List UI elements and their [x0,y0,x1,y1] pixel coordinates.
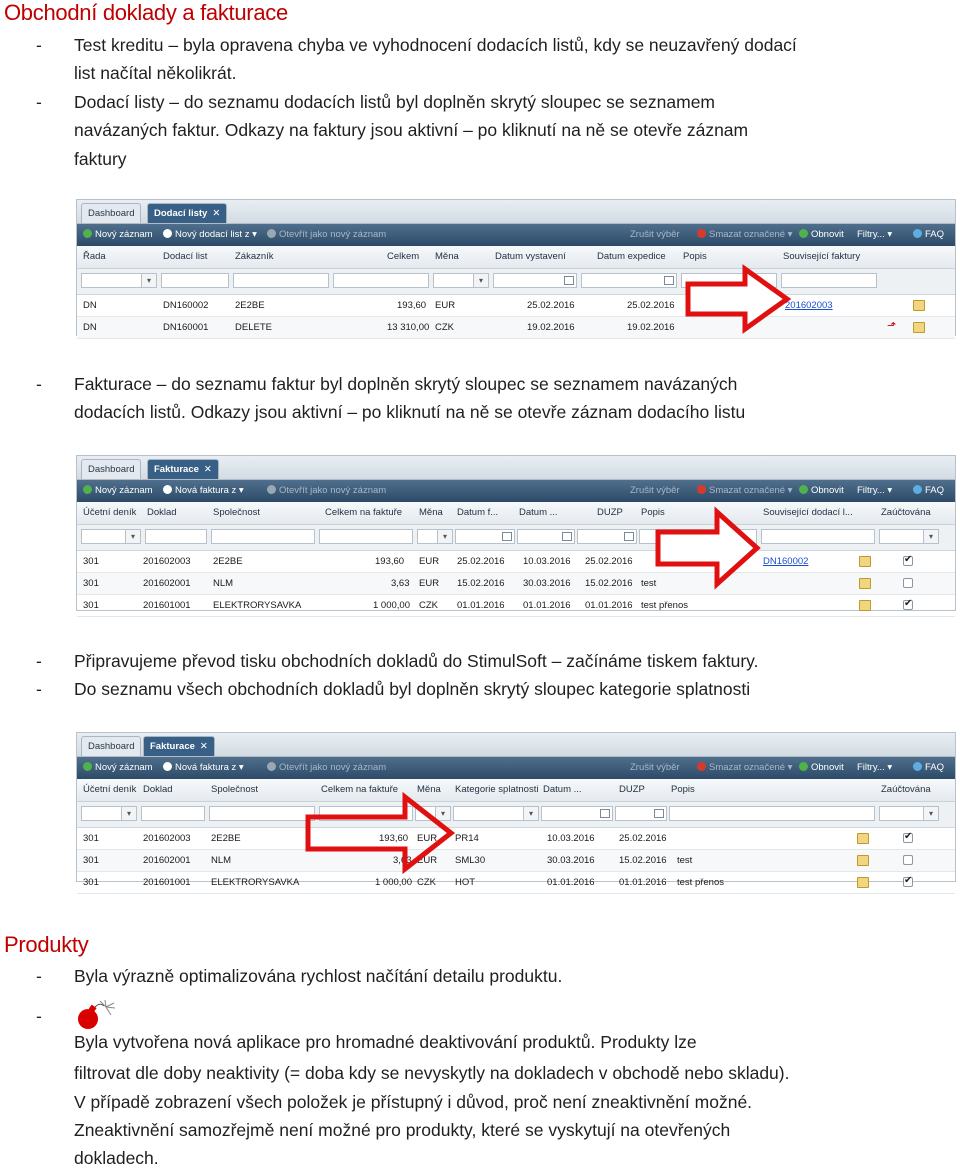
filter-spolecnost[interactable] [211,529,315,544]
filter-souvisejici[interactable] [781,273,877,288]
column-header[interactable]: Celkem na faktuře [325,507,403,518]
tab-dashboard[interactable]: Dashboard [81,203,141,223]
new-item-button[interactable]: Nová faktura z ▾ [163,485,244,496]
filter-datum-vystaveni[interactable] [493,273,577,288]
filter-duzp[interactable] [615,806,667,821]
posted-checkbox[interactable] [903,855,913,865]
delete-icon [697,485,706,494]
tab-label: Dodací listy [154,208,208,219]
bullet-dash: - [36,966,42,986]
filter-ucetni-denik[interactable]: ▾ [81,806,137,821]
screenshot-dodaci-listy [76,199,956,336]
plus-icon [83,229,92,238]
open-as-new-button[interactable]: Otevřít jako nový záznam [267,485,386,496]
bullet-line: Připravujeme převod tisku obchodních dokladů do StimulSoft – začínáme tiskem faktury. [74,651,759,671]
filter-datum[interactable] [517,529,575,544]
document-icon[interactable] [857,833,869,844]
filter-ucetni-denik[interactable]: ▾ [81,529,141,544]
section-title-obchodni-doklady: Obchodní doklady a fakturace [4,0,288,25]
open-as-new-button[interactable]: Otevřít jako nový záznam [267,229,386,240]
filter-zakaznik[interactable] [233,273,329,288]
filter-souvisejici[interactable] [761,529,875,544]
delete-icon [697,762,706,771]
table-row[interactable]: 301 201602001 NLM 3,63 EUR 15.02.2016 30.03.2016 15.02.2016 test [77,573,955,595]
posted-checkbox[interactable] [903,556,913,566]
plus-icon [163,229,172,238]
faq-button[interactable]: FAQ [913,229,944,240]
filter-datum-f[interactable] [455,529,515,544]
refresh-icon [799,762,808,771]
column-header[interactable]: Kategorie splatnosti [455,784,539,795]
tab-fakturace[interactable] [147,459,219,479]
delete-icon [697,229,706,238]
filter-popis[interactable] [669,806,875,821]
document-icon[interactable] [913,322,925,333]
posted-checkbox[interactable] [903,578,913,588]
filters-button[interactable]: Filtry... ▾ [857,762,893,773]
filter-duzp[interactable] [577,529,637,544]
column-header[interactable]: Měna [435,251,459,262]
column-header[interactable]: Popis [671,784,695,795]
bullet-line: Do seznamu všech obchodních dokladů byl doplněn skrytý sloupec kategorie splatnosti [74,679,751,699]
bullet-line: Test kreditu – byla opravena chyba ve vyhodnocení dodacích listů, kdy se neuzavřený dodací [74,35,797,55]
new-item-button[interactable]: Nový dodací list z ▾ [163,229,257,240]
filters-button[interactable]: Filtry... ▾ [857,485,893,496]
column-header[interactable]: Související faktury [783,251,861,262]
filter-dodaci-list[interactable] [161,273,229,288]
new-record-button[interactable]: Nový záznam [83,229,153,240]
column-header[interactable]: Společnost [211,784,259,795]
tab-dashboard[interactable]: Dashboard [81,459,141,479]
column-header[interactable]: Popis [641,507,665,518]
filter-datum[interactable] [541,806,613,821]
delivery-note-link[interactable]: DN160002 [763,556,809,567]
pdf-icon[interactable]: ⬏ [887,320,897,332]
help-icon [913,485,922,494]
column-header[interactable]: Dodací list [163,251,208,262]
refresh-button[interactable]: Obnovit [799,485,844,496]
plus-icon [83,762,92,771]
document-icon[interactable] [859,578,871,589]
close-icon[interactable]: ✕ [203,464,212,475]
tab-dodaci-listy[interactable] [147,203,227,223]
refresh-icon [799,485,808,494]
bullet-line: V případě zobrazení všech položek je přístupný i důvod, proč není zneaktivnění možné. [74,1091,753,1112]
column-header[interactable]: Datum ... [519,507,558,518]
filter-celkem[interactable] [333,273,429,288]
faq-button[interactable]: FAQ [913,485,944,496]
screenshot-fakturace [76,455,956,611]
faq-button[interactable]: FAQ [913,762,944,773]
bullet-line: navázaných faktur. Odkazy na faktury jsou aktivní – po kliknutí na ně se otevře záznam [74,120,749,141]
copy-icon [267,485,276,494]
table-row[interactable]: 301 201601001 ELEKTRORYSAVKA 1 000,00 CZK HOT 01.01.2016 01.01.2016 test přenos ✔ [77,872,955,894]
filter-mena[interactable]: ▾ [417,529,453,544]
plus-icon [163,485,172,494]
bullet-line: dokladech. [74,1148,159,1169]
table-row[interactable]: 301 201602003 2E2BE 193,60 EUR PR14 10.03.2016 25.02.2016 ✔ [77,828,955,850]
copy-icon [267,762,276,771]
column-header[interactable]: Datum expedice [597,251,666,262]
column-header[interactable]: Zákazník [235,251,274,262]
bullet-dash: - [36,1006,42,1026]
clear-selection-button[interactable]: Zrušit výběr [630,229,680,240]
clear-selection-button[interactable]: Zrušit výběr [630,762,680,773]
posted-checkbox[interactable] [903,877,913,887]
document-icon[interactable] [913,300,925,311]
bomb-icon [74,1002,116,1028]
column-header[interactable]: Související dodací l... [763,507,853,518]
refresh-icon [799,229,808,238]
bullet-line: filtrovat dle doby neaktivity (= doba kdy se nevyskytly na dokladech v obchodě nebo skladu). [74,1063,790,1084]
column-header[interactable]: Doklad [147,507,177,518]
plus-icon [83,485,92,494]
bullet-line: dodacích listů. Odkazy jsou aktivní – po kliknutí na ně se otevře záznam dodacího listu [74,402,746,423]
table-row[interactable]: 301 201601001 ELEKTRORYSAVKA 1 000,00 CZK 01.01.2016 01.01.2016 01.01.2016 test přenos ✔ [77,595,955,617]
bullet-dash: - [36,651,42,671]
refresh-button[interactable]: Obnovit [799,762,844,773]
filter-datum-expedice[interactable] [581,273,677,288]
close-icon[interactable]: ✕ [199,741,208,752]
column-header[interactable]: Měna [417,784,441,795]
copy-icon [267,229,276,238]
bullet-dash: - [36,35,42,55]
bullet-line: list načítal několikrát. [74,63,237,84]
filter-zauctovana[interactable]: ▾ [879,806,939,821]
column-header[interactable]: Měna [419,507,443,518]
filter-zauctovana[interactable]: ▾ [879,529,939,544]
filter-rada[interactable]: ▾ [81,273,157,288]
column-header[interactable]: Celkem na faktuře [321,784,399,795]
filter-kategorie-splatnosti[interactable]: ▾ [453,806,539,821]
posted-checkbox[interactable] [903,833,913,843]
red-arrow [685,266,790,332]
column-header[interactable]: Zaúčtována [881,784,931,795]
tab-dashboard[interactable]: Dashboard [81,736,141,756]
posted-checkbox[interactable] [903,600,913,610]
filter-doklad[interactable] [145,529,207,544]
document-icon[interactable] [859,556,871,567]
filter-mena[interactable]: ▾ [433,273,489,288]
bullet-dash: - [36,374,42,394]
bullet-line: Fakturace – do seznamu faktur byl doplněn skrytý sloupec se seznamem navázaných [74,374,738,394]
close-icon[interactable]: ✕ [212,208,221,219]
column-header[interactable]: Celkem [387,251,420,262]
column-header[interactable]: Účetní deník [83,507,137,518]
column-header[interactable]: Účetní deník [83,784,137,795]
tab-label: Fakturace [150,741,195,752]
filters-button[interactable]: Filtry... ▾ [857,229,893,240]
bullet-dash: - [36,679,42,699]
refresh-button[interactable]: Obnovit [799,229,844,240]
section-title-produkty: Produkty [4,932,89,957]
filter-celkem[interactable] [319,529,413,544]
column-header[interactable]: Doklad [143,784,173,795]
delete-selected-button[interactable]: Smazat označené ▾ [697,229,792,240]
bullet-dash: - [36,92,42,112]
new-record-button[interactable]: Nový záznam [83,485,153,496]
column-header[interactable]: Datum f... [457,507,499,518]
red-arrow [655,508,760,588]
open-as-new-button[interactable]: Otevřít jako nový záznam [267,762,386,773]
delete-selected-button[interactable]: Smazat označené ▾ [697,485,792,496]
tab-label: Fakturace [154,464,199,475]
screenshot-fakturace-kategorie [76,732,956,888]
filter-spolecnost[interactable] [209,806,315,821]
filter-mena[interactable]: ▾ [415,806,451,821]
invoice-link[interactable]: 201602003 [785,300,833,311]
column-header[interactable]: DUZP [597,507,623,518]
delete-selected-button[interactable]: Smazat označené ▾ [697,762,792,773]
bullet-line: Byla výrazně optimalizována rychlost načítání detailu produktu. [74,966,563,986]
filter-doklad[interactable] [141,806,205,821]
clear-selection-button[interactable]: Zrušit výběr [630,485,680,496]
document-icon[interactable] [857,855,869,866]
document-icon[interactable] [857,877,869,888]
new-item-button[interactable]: Nová faktura z ▾ [163,762,244,773]
help-icon [913,762,922,771]
table-row[interactable]: 301 201602003 2E2BE 193,60 EUR 25.02.2016 10.03.2016 25.02.2016 DN160002 ✔ [77,551,955,573]
red-arrow [305,793,455,873]
bullet-line: faktury [74,148,127,169]
column-header[interactable]: Společnost [213,507,261,518]
column-header[interactable]: Datum ... [543,784,582,795]
new-record-button[interactable]: Nový záznam [83,762,153,773]
table-row[interactable]: DN DN160002 2E2BE 193,60 EUR 25.02.2016 25.02.2016 201602003 [77,295,955,317]
column-header[interactable]: Popis [683,251,707,262]
bullet-line: Dodací listy – do seznamu dodacích listů byl doplněn skrytý sloupec se seznamem [74,92,716,112]
column-header[interactable]: Zaúčtována [881,507,931,518]
bullet-line: Byla vytvořena nová aplikace pro hromadné deaktivování produktů. Produkty lze [74,1002,944,1056]
column-header[interactable]: Datum vystavení [495,251,566,262]
table-row[interactable]: DN DN160001 DELETE 13 310,00 CZK 19.02.2016 19.02.2016 ⬏ [77,317,955,339]
column-header[interactable]: Řada [83,251,106,262]
table-row[interactable]: 301 201602001 NLM 3,63 EUR SML30 30.03.2016 15.02.2016 test [77,850,955,872]
document-icon[interactable] [859,600,871,611]
help-icon [913,229,922,238]
plus-icon [163,762,172,771]
tab-fakturace[interactable] [143,736,215,756]
bullet-line: Zneaktivnění samozřejmě není možné pro produkty, které se vyskytují na otevřených [74,1119,731,1140]
column-header[interactable]: DUZP [619,784,645,795]
